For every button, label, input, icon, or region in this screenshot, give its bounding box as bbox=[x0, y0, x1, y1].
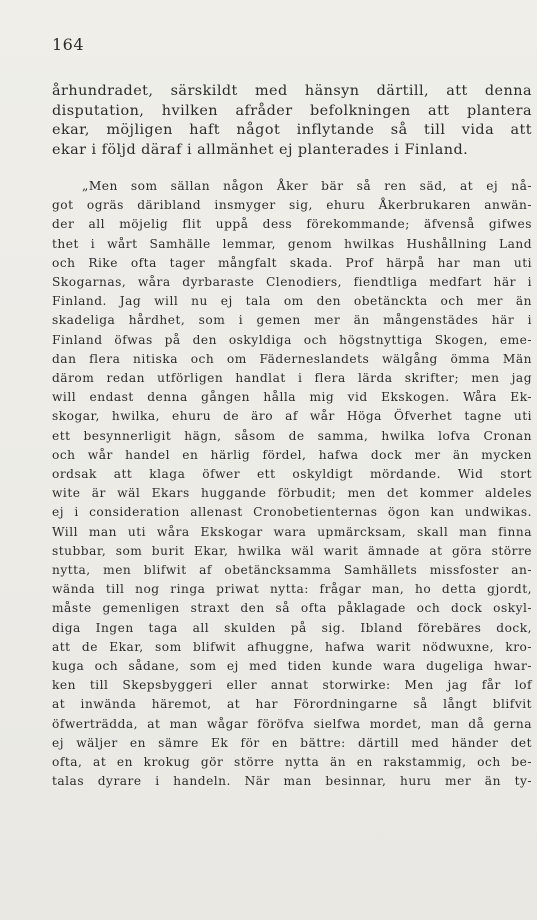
text-line: och wår handel en härlig fördel, hafwa dock mer än mycken bbox=[52, 447, 532, 462]
text-line: got ogräs däribland insmyger sig, ehuru Åkerbrukaren anwän- bbox=[52, 198, 532, 213]
text-line: därom redan utförligen handlat i flera lärda skrifter; men jag bbox=[52, 371, 532, 386]
text-line: öfwerträdda, at man wågar föröfva sielfwa mordet, man då gerna bbox=[52, 716, 532, 731]
text-line: diga Ingen taga all skulden på sig. Ibland förebäres dock, bbox=[52, 620, 532, 635]
text-line: der all möjelig flit uppå dess förekommande; äfvenså gifwes bbox=[52, 217, 532, 232]
text-line: ekar, möjligen haft något inflytande så till vida att bbox=[52, 122, 532, 139]
text-line: will endast denna gången hålla mig vid Ekskogen. Wåra Ek- bbox=[52, 390, 532, 405]
text-line: att de Ekar, som blifwit afhuggne, hafwa warit nödwuxne, kro- bbox=[52, 639, 532, 654]
text-line: och Rike ofta tager mångfalt skada. Prof härpå har man uti bbox=[52, 255, 532, 270]
text-line: at inwända häremot, at har Förordningarne så långt blifvit bbox=[52, 697, 532, 712]
quoted-paragraph bbox=[52, 177, 532, 792]
page-number: 164 bbox=[52, 35, 85, 54]
text-line: måste gemenligen straxt den så ofta påklagade och dock oskyl- bbox=[52, 601, 532, 616]
text-line: ej i consideration allenast Cronobetienternas ögon kan undwikas. bbox=[52, 505, 532, 520]
text-line: ofta, at en krokug gör större nytta än en rakstammig, och be- bbox=[52, 755, 532, 770]
text-line: disputation, hvilken afråder befolkningen att plantera bbox=[52, 102, 532, 119]
text-line: skadeliga hårdhet, som i gemen mer än mångenstädes här i bbox=[52, 313, 532, 328]
text-line: Skogarnas, wåra dyrbaraste Clenodiers, fiendtliga medfart här i bbox=[52, 275, 532, 290]
text-line: stubbar, som burit Ekar, hwilka wäl warit ämnade at göra större bbox=[52, 543, 532, 558]
text-line: århundradet, särskildt med hänsyn därtill, att denna bbox=[52, 83, 532, 99]
text-line: thet i wårt Samhälle lemmar, genom hwilkas Hushållning Land bbox=[52, 236, 532, 251]
text-line: ken till Skepsbyggeri eller annat storwirke: Men jag får lof bbox=[52, 678, 532, 693]
text-line: skogar, hwilka, ehuru de äro af wår Höga Öfverhet tagne uti bbox=[52, 409, 532, 424]
text-line: „Men som sällan någon Åker bär så ren säd, at ej nå- bbox=[82, 179, 532, 193]
text-line: kuga och sådane, som ej med tiden kunde wara dugeliga hwar- bbox=[52, 659, 532, 674]
text-line: talas dyrare i handeln. När man besinnar, huru mer än ty- bbox=[52, 774, 532, 789]
text-line: wända till nog ringa priwat nytta: frågar man, ho detta gjordt, bbox=[52, 582, 532, 597]
text-line: Finland öfwas på den oskyldiga och högstnyttiga Skogen, eme- bbox=[52, 332, 532, 347]
text-line: ett besynnerligit hägn, såsom de samma, hwilka lofva Cronan bbox=[52, 428, 532, 443]
text-line: Will man uti wåra Ekskogar wara upmärcksam, skall man finna bbox=[52, 524, 532, 539]
text-line: dan flera nitiska och om Fäderneslandets wälgång ömma Män bbox=[52, 351, 532, 366]
text-line: wite är wäl Ekars huggande förbudit; men det kommer aldeles bbox=[52, 486, 532, 501]
text-line: ordsak att klaga öfwer ett oskyldigt mördande. Wid stort bbox=[52, 467, 532, 482]
text-line: ekar i följd däraf i allmänhet ej planterades i Finland. bbox=[52, 141, 469, 158]
text-line: nytta, men blifwit af obetäncksamma Samhällets missfoster an- bbox=[52, 563, 532, 578]
text-line: ej wäljer en sämre Ek för en bättre: därtill med händer det bbox=[52, 735, 532, 750]
text-line: Finland. Jag will nu ej tala om den obetänckta och mer än bbox=[52, 294, 532, 309]
intro-paragraph bbox=[52, 82, 532, 160]
